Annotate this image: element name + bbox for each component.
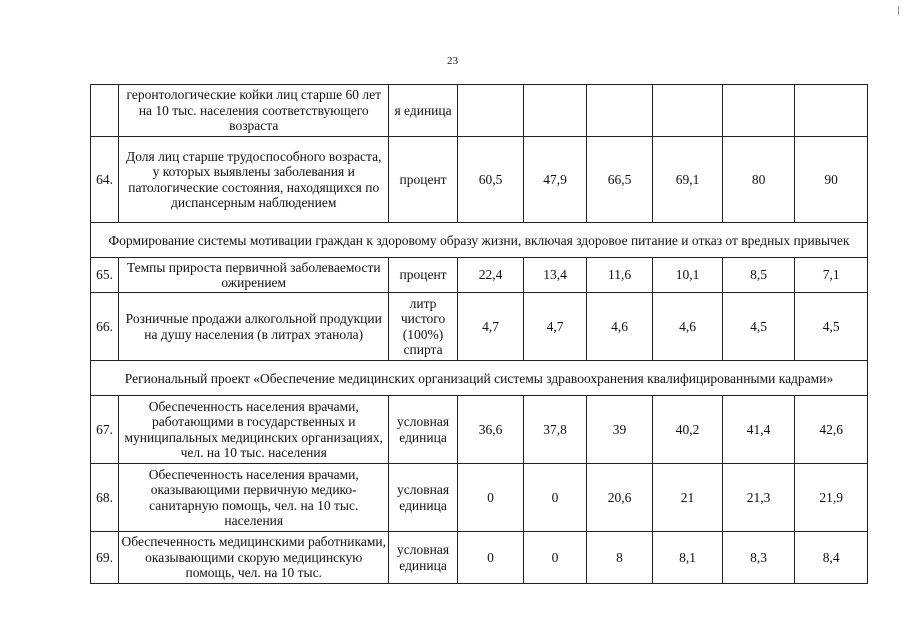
value-cell: 0 [457,464,524,532]
page-number: 23 [447,55,458,67]
value-cell: 8,1 [653,532,723,584]
table-row [91,532,868,584]
value-cell: 4,7 [524,293,586,361]
indicator-name: Обеспеченность населения врачами, оказывающими первичную медико-санитарную помощь, чел. на 10 тыс. населения [119,464,389,532]
value-cell [457,85,524,137]
value-cell: 66,5 [586,137,653,223]
value-cell [795,85,868,137]
value-cell: 0 [457,532,524,584]
indicators-table [90,84,868,584]
section-title: Формирование системы мотивации граждан к здоровому образу жизни, включая здоровое питание и отказ от вредных привычек [91,223,868,258]
value-cell [524,85,586,137]
unit: я единица [389,85,458,137]
row-number: 64. [91,137,119,223]
value-cell: 11,6 [586,258,653,293]
value-cell: 90 [795,137,868,223]
section-title: Региональный проект «Обеспечение медицинских организаций системы здравоохранения квалифицированными кадрами» [91,361,868,396]
value-cell: 8,5 [722,258,795,293]
unit: условная единица [389,464,458,532]
value-cell: 21,3 [722,464,795,532]
value-cell: 42,6 [795,396,868,464]
value-cell: 0 [524,464,586,532]
row-number: 65. [91,258,119,293]
value-cell: 10,1 [653,258,723,293]
value-cell: 20,6 [586,464,653,532]
table-row [91,85,868,137]
value-cell [586,85,653,137]
indicator-name: Обеспеченность медицинскими работниками, оказывающими скорую медицинскую помощь, чел. на 10 тыс. [119,532,389,584]
row-number: 69. [91,532,119,584]
unit: условная единица [389,396,458,464]
table-row [91,137,868,223]
value-cell: 40,2 [653,396,723,464]
row-number: 68. [91,464,119,532]
indicator-name: Обеспеченность населения врачами, работающими в государственных и муниципальных медицинских организациях, чел. на 10 тыс. населения [119,396,389,464]
value-cell: 41,4 [722,396,795,464]
value-cell: 21,9 [795,464,868,532]
table-row [91,258,868,293]
section-header-row [91,361,868,396]
value-cell: 4,5 [795,293,868,361]
value-cell: 22,4 [457,258,524,293]
value-cell: 39 [586,396,653,464]
value-cell: 8,4 [795,532,868,584]
value-cell: 37,8 [524,396,586,464]
value-cell [653,85,723,137]
value-cell: 4,6 [586,293,653,361]
indicator-name: Доля лиц старше трудоспособного возраста, у которых выявлены заболевания и патологические состояния, находящихся по диспансерным наблюдением [119,137,389,223]
unit: условная единица [389,532,458,584]
value-cell: 13,4 [524,258,586,293]
value-cell [722,85,795,137]
unit: процент [389,258,458,293]
value-cell: 47,9 [524,137,586,223]
table-row [91,396,868,464]
unit: литр чистого (100%) спирта [389,293,458,361]
indicator-name: геронтологические койки лиц старше 60 лет на 10 тыс. населения соответствующего возраста [119,85,389,137]
table-row [91,464,868,532]
value-cell: 4,6 [653,293,723,361]
value-cell: 4,5 [722,293,795,361]
value-cell: 7,1 [795,258,868,293]
scan-edge-mark [898,6,899,15]
value-cell: 36,6 [457,396,524,464]
indicator-name: Розничные продажи алкогольной продукции на душу населения (в литрах этанола) [119,293,389,361]
value-cell: 8,3 [722,532,795,584]
section-header-row [91,223,868,258]
indicator-name: Темпы прироста первичной заболеваемости ожирением [119,258,389,293]
row-number: 66. [91,293,119,361]
value-cell: 69,1 [653,137,723,223]
unit: процент [389,137,458,223]
row-number [91,85,119,137]
value-cell: 60,5 [457,137,524,223]
value-cell: 0 [524,532,586,584]
table-row [91,293,868,361]
value-cell: 80 [722,137,795,223]
row-number: 67. [91,396,119,464]
value-cell: 8 [586,532,653,584]
value-cell: 4,7 [457,293,524,361]
value-cell: 21 [653,464,723,532]
